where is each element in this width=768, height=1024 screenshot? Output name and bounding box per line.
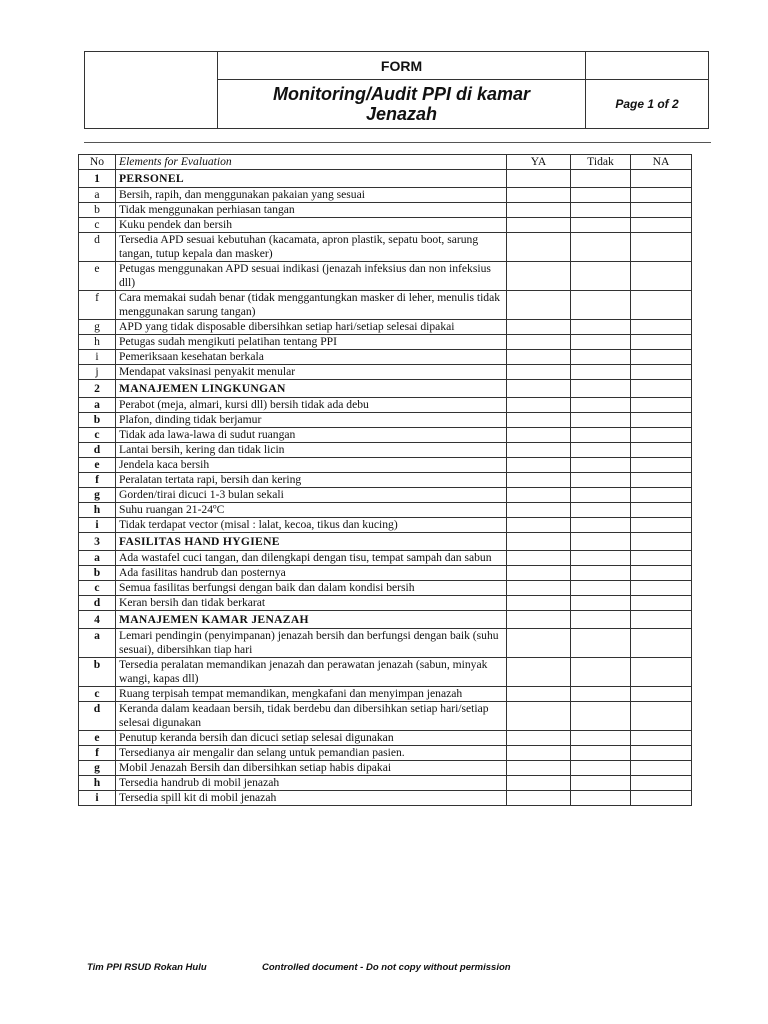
section-tidak-cell [571, 380, 631, 398]
na-checkbox-cell[interactable] [631, 566, 692, 581]
item-letter: a [79, 398, 116, 413]
ya-checkbox-cell[interactable] [507, 335, 571, 350]
table-row [79, 761, 692, 776]
table-row [79, 581, 692, 596]
col-header-element: Elements for Evaluation [116, 155, 507, 170]
table-row [79, 629, 692, 658]
na-checkbox-cell[interactable] [631, 291, 692, 320]
ya-checkbox-cell[interactable] [507, 776, 571, 791]
na-checkbox-cell[interactable] [631, 320, 692, 335]
table-row [79, 458, 692, 473]
tidak-checkbox-cell[interactable] [571, 761, 631, 776]
ya-checkbox-cell[interactable] [507, 443, 571, 458]
ya-checkbox-cell[interactable] [507, 413, 571, 428]
na-checkbox-cell[interactable] [631, 443, 692, 458]
na-checkbox-cell[interactable] [631, 702, 692, 731]
item-text: Bersih, rapih, dan menggunakan pakaian yang sesuai [116, 188, 507, 203]
na-checkbox-cell[interactable] [631, 731, 692, 746]
table-row [79, 350, 692, 365]
section-row [79, 533, 692, 551]
na-checkbox-cell[interactable] [631, 551, 692, 566]
header-blank-cell [586, 52, 709, 80]
na-checkbox-cell[interactable] [631, 518, 692, 533]
table-row [79, 503, 692, 518]
item-letter: c [79, 218, 116, 233]
table-row [79, 791, 692, 806]
ya-checkbox-cell[interactable] [507, 596, 571, 611]
section-na-cell [631, 170, 692, 188]
col-header-tidak: Tidak [571, 155, 631, 170]
tidak-checkbox-cell[interactable] [571, 335, 631, 350]
na-checkbox-cell[interactable] [631, 262, 692, 291]
na-checkbox-cell[interactable] [631, 596, 692, 611]
na-checkbox-cell[interactable] [631, 687, 692, 702]
item-text: Cara memakai sudah benar (tidak menggantungkan masker di leher, menulis tidak menggunakan sarung tangan) [116, 291, 507, 320]
ya-checkbox-cell[interactable] [507, 791, 571, 806]
section-title: MANAJEMEN KAMAR JENAZAH [116, 611, 507, 629]
evaluation-table [78, 154, 692, 806]
na-checkbox-cell[interactable] [631, 458, 692, 473]
item-letter: g [79, 488, 116, 503]
tidak-checkbox-cell[interactable] [571, 581, 631, 596]
item-letter: h [79, 335, 116, 350]
item-letter: a [79, 188, 116, 203]
na-checkbox-cell[interactable] [631, 658, 692, 687]
item-text: Tersedia handrub di mobil jenazah [116, 776, 507, 791]
item-text: Tersedia peralatan memandikan jenazah dan perawatan jenazah (sabun, minyak wangi, kapas dll) [116, 658, 507, 687]
section-ya-cell [507, 533, 571, 551]
table-row [79, 413, 692, 428]
item-text: Ada wastafel cuci tangan, dan dilengkapi dengan tisu, tempat sampah dan sabun [116, 551, 507, 566]
table-row [79, 443, 692, 458]
item-letter: h [79, 503, 116, 518]
table-row [79, 731, 692, 746]
tidak-checkbox-cell[interactable] [571, 503, 631, 518]
tidak-checkbox-cell[interactable] [571, 203, 631, 218]
ya-checkbox-cell[interactable] [507, 629, 571, 658]
section-number: 4 [79, 611, 116, 629]
item-letter: d [79, 233, 116, 262]
na-checkbox-cell[interactable] [631, 218, 692, 233]
ya-checkbox-cell[interactable] [507, 746, 571, 761]
tidak-checkbox-cell[interactable] [571, 746, 631, 761]
table-row [79, 428, 692, 443]
ya-checkbox-cell[interactable] [507, 488, 571, 503]
tidak-checkbox-cell[interactable] [571, 473, 631, 488]
na-checkbox-cell[interactable] [631, 335, 692, 350]
na-checkbox-cell[interactable] [631, 629, 692, 658]
tidak-checkbox-cell[interactable] [571, 458, 631, 473]
item-letter: b [79, 413, 116, 428]
item-letter: d [79, 702, 116, 731]
ya-checkbox-cell[interactable] [507, 350, 571, 365]
item-letter: b [79, 566, 116, 581]
item-text: Ruang terpisah tempat memandikan, mengkafani dan menyimpan jenazah [116, 687, 507, 702]
item-letter: d [79, 443, 116, 458]
section-row [79, 380, 692, 398]
section-ya-cell [507, 170, 571, 188]
col-header-no: No [79, 155, 116, 170]
na-checkbox-cell[interactable] [631, 776, 692, 791]
item-letter: c [79, 581, 116, 596]
ya-checkbox-cell[interactable] [507, 320, 571, 335]
item-letter: i [79, 350, 116, 365]
item-text: Tersedia spill kit di mobil jenazah [116, 791, 507, 806]
table-body [79, 170, 692, 806]
tidak-checkbox-cell[interactable] [571, 443, 631, 458]
item-letter: i [79, 518, 116, 533]
item-letter: h [79, 776, 116, 791]
section-ya-cell [507, 611, 571, 629]
tidak-checkbox-cell[interactable] [571, 365, 631, 380]
table-row [79, 746, 692, 761]
table-row [79, 203, 692, 218]
table-row [79, 702, 692, 731]
na-checkbox-cell[interactable] [631, 413, 692, 428]
item-text: Lantai bersih, kering dan tidak licin [116, 443, 507, 458]
table-row [79, 488, 692, 503]
item-text: Mendapat vaksinasi penyakit menular [116, 365, 507, 380]
na-checkbox-cell[interactable] [631, 761, 692, 776]
tidak-checkbox-cell[interactable] [571, 596, 631, 611]
item-letter: g [79, 320, 116, 335]
table-row [79, 518, 692, 533]
table-row [79, 776, 692, 791]
tidak-checkbox-cell[interactable] [571, 413, 631, 428]
section-na-cell [631, 533, 692, 551]
ya-checkbox-cell[interactable] [507, 658, 571, 687]
na-checkbox-cell[interactable] [631, 233, 692, 262]
table-row [79, 687, 692, 702]
col-header-na: NA [631, 155, 692, 170]
item-text: Kuku pendek dan bersih [116, 218, 507, 233]
item-letter: g [79, 761, 116, 776]
section-title: FASILITAS HAND HYGIENE [116, 533, 507, 551]
item-text: Petugas sudah mengikuti pelatihan tentang PPI [116, 335, 507, 350]
item-text: Lemari pendingin (penyimpanan) jenazah bersih dan berfungsi dengan baik (suhu sesuai), dibersihkan tiap hari [116, 629, 507, 658]
ya-checkbox-cell[interactable] [507, 761, 571, 776]
section-title: MANAJEMEN LINGKUNGAN [116, 380, 507, 398]
item-letter: b [79, 658, 116, 687]
na-checkbox-cell[interactable] [631, 428, 692, 443]
section-number: 2 [79, 380, 116, 398]
item-letter: f [79, 473, 116, 488]
item-letter: c [79, 687, 116, 702]
item-text: Petugas menggunakan APD sesuai indikasi (jenazah infeksius dan non infeksius dll) [116, 262, 507, 291]
item-text: Tidak ada lawa-lawa di sudut ruangan [116, 428, 507, 443]
ya-checkbox-cell[interactable] [507, 551, 571, 566]
item-letter: a [79, 629, 116, 658]
item-text: Penutup keranda bersih dan dicuci setiap selesai digunakan [116, 731, 507, 746]
table-row [79, 473, 692, 488]
tidak-checkbox-cell[interactable] [571, 291, 631, 320]
tidak-checkbox-cell[interactable] [571, 551, 631, 566]
ya-checkbox-cell[interactable] [507, 428, 571, 443]
page-label: Page 1 of 2 [586, 80, 709, 129]
table-row [79, 291, 692, 320]
na-checkbox-cell[interactable] [631, 188, 692, 203]
ya-checkbox-cell[interactable] [507, 518, 571, 533]
form-header [84, 51, 709, 129]
table-header-row [79, 155, 692, 170]
na-checkbox-cell[interactable] [631, 746, 692, 761]
tidak-checkbox-cell[interactable] [571, 218, 631, 233]
table-row [79, 218, 692, 233]
table-row [79, 188, 692, 203]
item-text: Mobil Jenazah Bersih dan dibersihkan setiap habis dipakai [116, 761, 507, 776]
section-ya-cell [507, 380, 571, 398]
tidak-checkbox-cell[interactable] [571, 350, 631, 365]
section-tidak-cell [571, 533, 631, 551]
table-row [79, 398, 692, 413]
section-title: PERSONEL [116, 170, 507, 188]
form-title [218, 80, 586, 129]
item-text: Ada fasilitas handrub dan posternya [116, 566, 507, 581]
tidak-checkbox-cell[interactable] [571, 488, 631, 503]
item-letter: d [79, 596, 116, 611]
section-tidak-cell [571, 170, 631, 188]
item-text: Keran bersih dan tidak berkarat [116, 596, 507, 611]
section-number: 3 [79, 533, 116, 551]
footer-team: Tim PPI RSUD Rokan Hulu [87, 962, 207, 973]
tidak-checkbox-cell[interactable] [571, 629, 631, 658]
form-title-line2: Jenazah [365, 104, 438, 124]
table-row [79, 566, 692, 581]
ya-checkbox-cell[interactable] [507, 458, 571, 473]
section-na-cell [631, 380, 692, 398]
table-row [79, 596, 692, 611]
item-text: Pemeriksaan kesehatan berkala [116, 350, 507, 365]
table-row [79, 320, 692, 335]
table-row [79, 365, 692, 380]
ya-checkbox-cell[interactable] [507, 702, 571, 731]
table-row [79, 233, 692, 262]
item-letter: f [79, 291, 116, 320]
na-checkbox-cell[interactable] [631, 488, 692, 503]
ya-checkbox-cell[interactable] [507, 398, 571, 413]
ya-checkbox-cell[interactable] [507, 503, 571, 518]
ya-checkbox-cell[interactable] [507, 731, 571, 746]
logo-cell [85, 52, 218, 129]
section-na-cell [631, 611, 692, 629]
na-checkbox-cell[interactable] [631, 365, 692, 380]
item-letter: f [79, 746, 116, 761]
ya-checkbox-cell[interactable] [507, 687, 571, 702]
section-number: 1 [79, 170, 116, 188]
item-letter: j [79, 365, 116, 380]
tidak-checkbox-cell[interactable] [571, 320, 631, 335]
header-divider [84, 142, 711, 143]
item-text: Keranda dalam keadaan bersih, tidak berdebu dan dibersihkan setiap hari/setiap selesai digunakan [116, 702, 507, 731]
ya-checkbox-cell[interactable] [507, 188, 571, 203]
table-row [79, 335, 692, 350]
tidak-checkbox-cell[interactable] [571, 702, 631, 731]
item-text: Jendela kaca bersih [116, 458, 507, 473]
item-letter: e [79, 731, 116, 746]
item-text: APD yang tidak disposable dibersihkan setiap hari/setiap selesai dipakai [116, 320, 507, 335]
section-row [79, 170, 692, 188]
section-row [79, 611, 692, 629]
na-checkbox-cell[interactable] [631, 503, 692, 518]
tidak-checkbox-cell[interactable] [571, 731, 631, 746]
na-checkbox-cell[interactable] [631, 791, 692, 806]
ya-checkbox-cell[interactable] [507, 203, 571, 218]
table-row [79, 262, 692, 291]
na-checkbox-cell[interactable] [631, 398, 692, 413]
item-text: Gorden/tirai dicuci 1-3 bulan sekali [116, 488, 507, 503]
item-text: Suhu ruangan 21-24ºC [116, 503, 507, 518]
form-label: FORM [218, 52, 586, 80]
item-text: Tersedia APD sesuai kebutuhan (kacamata, apron plastik, sepatu boot, sarung tangan, tutup kepala dan masker) [116, 233, 507, 262]
item-letter: a [79, 551, 116, 566]
tidak-checkbox-cell[interactable] [571, 687, 631, 702]
item-text: Perabot (meja, almari, kursi dll) bersih tidak ada debu [116, 398, 507, 413]
section-tidak-cell [571, 611, 631, 629]
item-letter: e [79, 262, 116, 291]
item-letter: b [79, 203, 116, 218]
na-checkbox-cell[interactable] [631, 350, 692, 365]
tidak-checkbox-cell[interactable] [571, 233, 631, 262]
table-row [79, 551, 692, 566]
item-text: Plafon, dinding tidak berjamur [116, 413, 507, 428]
ya-checkbox-cell[interactable] [507, 233, 571, 262]
ya-checkbox-cell[interactable] [507, 365, 571, 380]
na-checkbox-cell[interactable] [631, 473, 692, 488]
item-text: Tidak terdapat vector (misal : lalat, kecoa, tikus dan kucing) [116, 518, 507, 533]
item-letter: e [79, 458, 116, 473]
na-checkbox-cell[interactable] [631, 581, 692, 596]
tidak-checkbox-cell[interactable] [571, 658, 631, 687]
tidak-checkbox-cell[interactable] [571, 791, 631, 806]
tidak-checkbox-cell[interactable] [571, 262, 631, 291]
ya-checkbox-cell[interactable] [507, 581, 571, 596]
item-text: Peralatan tertata rapi, bersih dan kering [116, 473, 507, 488]
tidak-checkbox-cell[interactable] [571, 518, 631, 533]
item-text: Tersedianya air mengalir dan selang untuk pemandian pasien. [116, 746, 507, 761]
table-row [79, 658, 692, 687]
item-letter: c [79, 428, 116, 443]
ya-checkbox-cell[interactable] [507, 473, 571, 488]
footer-notice: Controlled document - Do not copy without permission [262, 962, 511, 973]
ya-checkbox-cell[interactable] [507, 566, 571, 581]
tidak-checkbox-cell[interactable] [571, 188, 631, 203]
tidak-checkbox-cell[interactable] [571, 776, 631, 791]
ya-checkbox-cell[interactable] [507, 218, 571, 233]
ya-checkbox-cell[interactable] [507, 262, 571, 291]
col-header-ya: YA [507, 155, 571, 170]
ya-checkbox-cell[interactable] [507, 291, 571, 320]
item-letter: i [79, 791, 116, 806]
tidak-checkbox-cell[interactable] [571, 398, 631, 413]
na-checkbox-cell[interactable] [631, 203, 692, 218]
tidak-checkbox-cell[interactable] [571, 566, 631, 581]
item-text: Tidak menggunakan perhiasan tangan [116, 203, 507, 218]
form-title-line1: Monitoring/Audit PPI di kamar [272, 84, 530, 104]
item-text: Semua fasilitas berfungsi dengan baik dan dalam kondisi bersih [116, 581, 507, 596]
tidak-checkbox-cell[interactable] [571, 428, 631, 443]
